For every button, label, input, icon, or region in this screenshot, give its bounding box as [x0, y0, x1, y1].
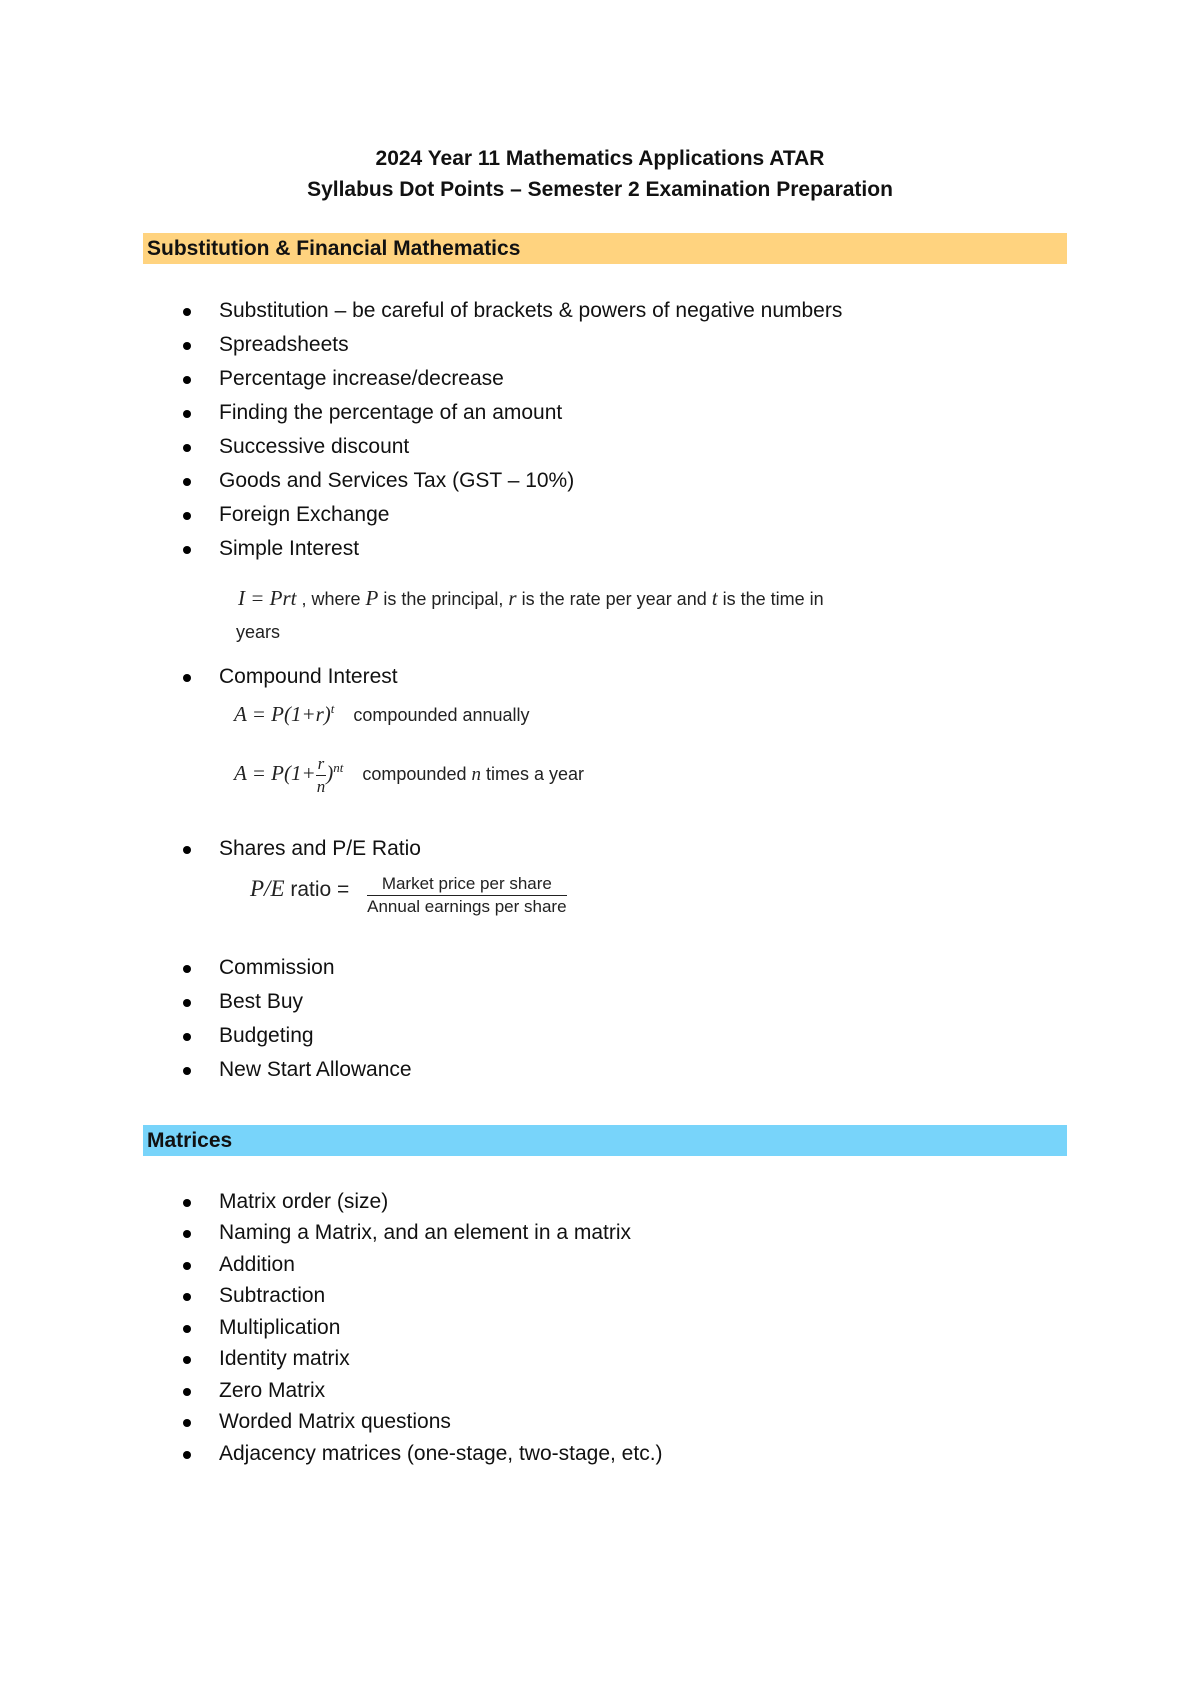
formula-exponent: nt: [333, 760, 344, 776]
formula-text: A = P(1+r): [234, 702, 331, 726]
list-item: Budgeting: [219, 1024, 314, 1047]
note-text: is the rate per year and: [516, 589, 712, 609]
variable-p: P: [365, 586, 379, 610]
note-text: is the time in: [717, 589, 824, 609]
section-heading-matrices: [143, 1125, 1067, 1156]
formula-fraction: [316, 754, 327, 797]
compound-n-formula: [234, 754, 344, 796]
list-item: Identity matrix: [219, 1347, 350, 1370]
section-heading-financial-text: Substitution & Financial Mathematics: [147, 237, 521, 260]
pe-numerator: Market price per share: [367, 874, 566, 896]
section-heading-matrices-text: Matrices: [147, 1129, 233, 1152]
simple-interest-formula-line: [238, 586, 824, 611]
pe-fraction: [367, 874, 566, 917]
document-subtitle: Syllabus Dot Points – Semester 2 Examination Preparation: [307, 178, 893, 201]
section-heading-financial: [143, 233, 1067, 264]
list-item: Percentage increase/decrease: [219, 367, 504, 390]
compound-annual-formula: [234, 702, 334, 726]
note-text: compounded: [362, 764, 472, 785]
formula-text: ): [326, 761, 334, 786]
variable-r: r: [508, 586, 517, 610]
list-item: Multiplication: [219, 1316, 341, 1339]
list-item: Successive discount: [219, 435, 410, 458]
list-item: Shares and P/E Ratio: [219, 837, 421, 860]
list-item: Foreign Exchange: [219, 503, 390, 526]
note-text: times a year: [480, 764, 585, 785]
pe-ratio-text: ratio =: [284, 878, 350, 901]
list-item: Simple Interest: [219, 537, 360, 560]
simple-interest-formula: I = Prt: [238, 586, 297, 610]
list-item: Naming a Matrix, and an element in a matrix: [219, 1221, 632, 1244]
list-item: Goods and Services Tax (GST – 10%): [219, 469, 575, 492]
list-item: Best Buy: [219, 990, 304, 1013]
pe-ratio-formula: [250, 874, 567, 917]
note-text: is the principal,: [378, 589, 509, 609]
pe-denominator: Annual earnings per share: [367, 897, 567, 916]
list-item: Worded Matrix questions: [219, 1410, 451, 1433]
compound-n-formula-line: [234, 754, 584, 797]
compound-n-label: [362, 764, 584, 784]
list-item: Adjacency matrices (one-stage, two-stage, etc.): [219, 1442, 663, 1465]
list-item: New Start Allowance: [219, 1058, 412, 1081]
formula-exponent: t: [330, 701, 335, 716]
fraction-numerator: r: [316, 754, 327, 776]
variable-n: n: [471, 764, 481, 786]
compound-annual-formula-line: [234, 701, 530, 727]
fraction-denominator: n: [316, 777, 326, 796]
list-item: Finding the percentage of an amount: [219, 401, 563, 424]
list-item: Commission: [219, 956, 335, 979]
formula-text: A = P(1+: [234, 761, 316, 786]
list-item: Compound Interest: [219, 665, 398, 688]
simple-interest-note-years: years: [236, 622, 281, 642]
list-item: Spreadsheets: [219, 333, 349, 356]
list-item: Subtraction: [219, 1284, 326, 1307]
list-item: Substitution – be careful of brackets & powers of negative numbers: [219, 299, 843, 322]
document-title: 2024 Year 11 Mathematics Applications ATAR: [375, 147, 825, 170]
note-text: , where: [296, 589, 366, 609]
pe-variable: P/E: [250, 876, 285, 901]
variable-t: t: [711, 586, 718, 610]
list-item: Zero Matrix: [219, 1379, 326, 1402]
list-item: Matrix order (size): [219, 1190, 389, 1213]
list-item: Addition: [219, 1253, 295, 1276]
compound-annual-label: compounded annually: [353, 705, 530, 725]
